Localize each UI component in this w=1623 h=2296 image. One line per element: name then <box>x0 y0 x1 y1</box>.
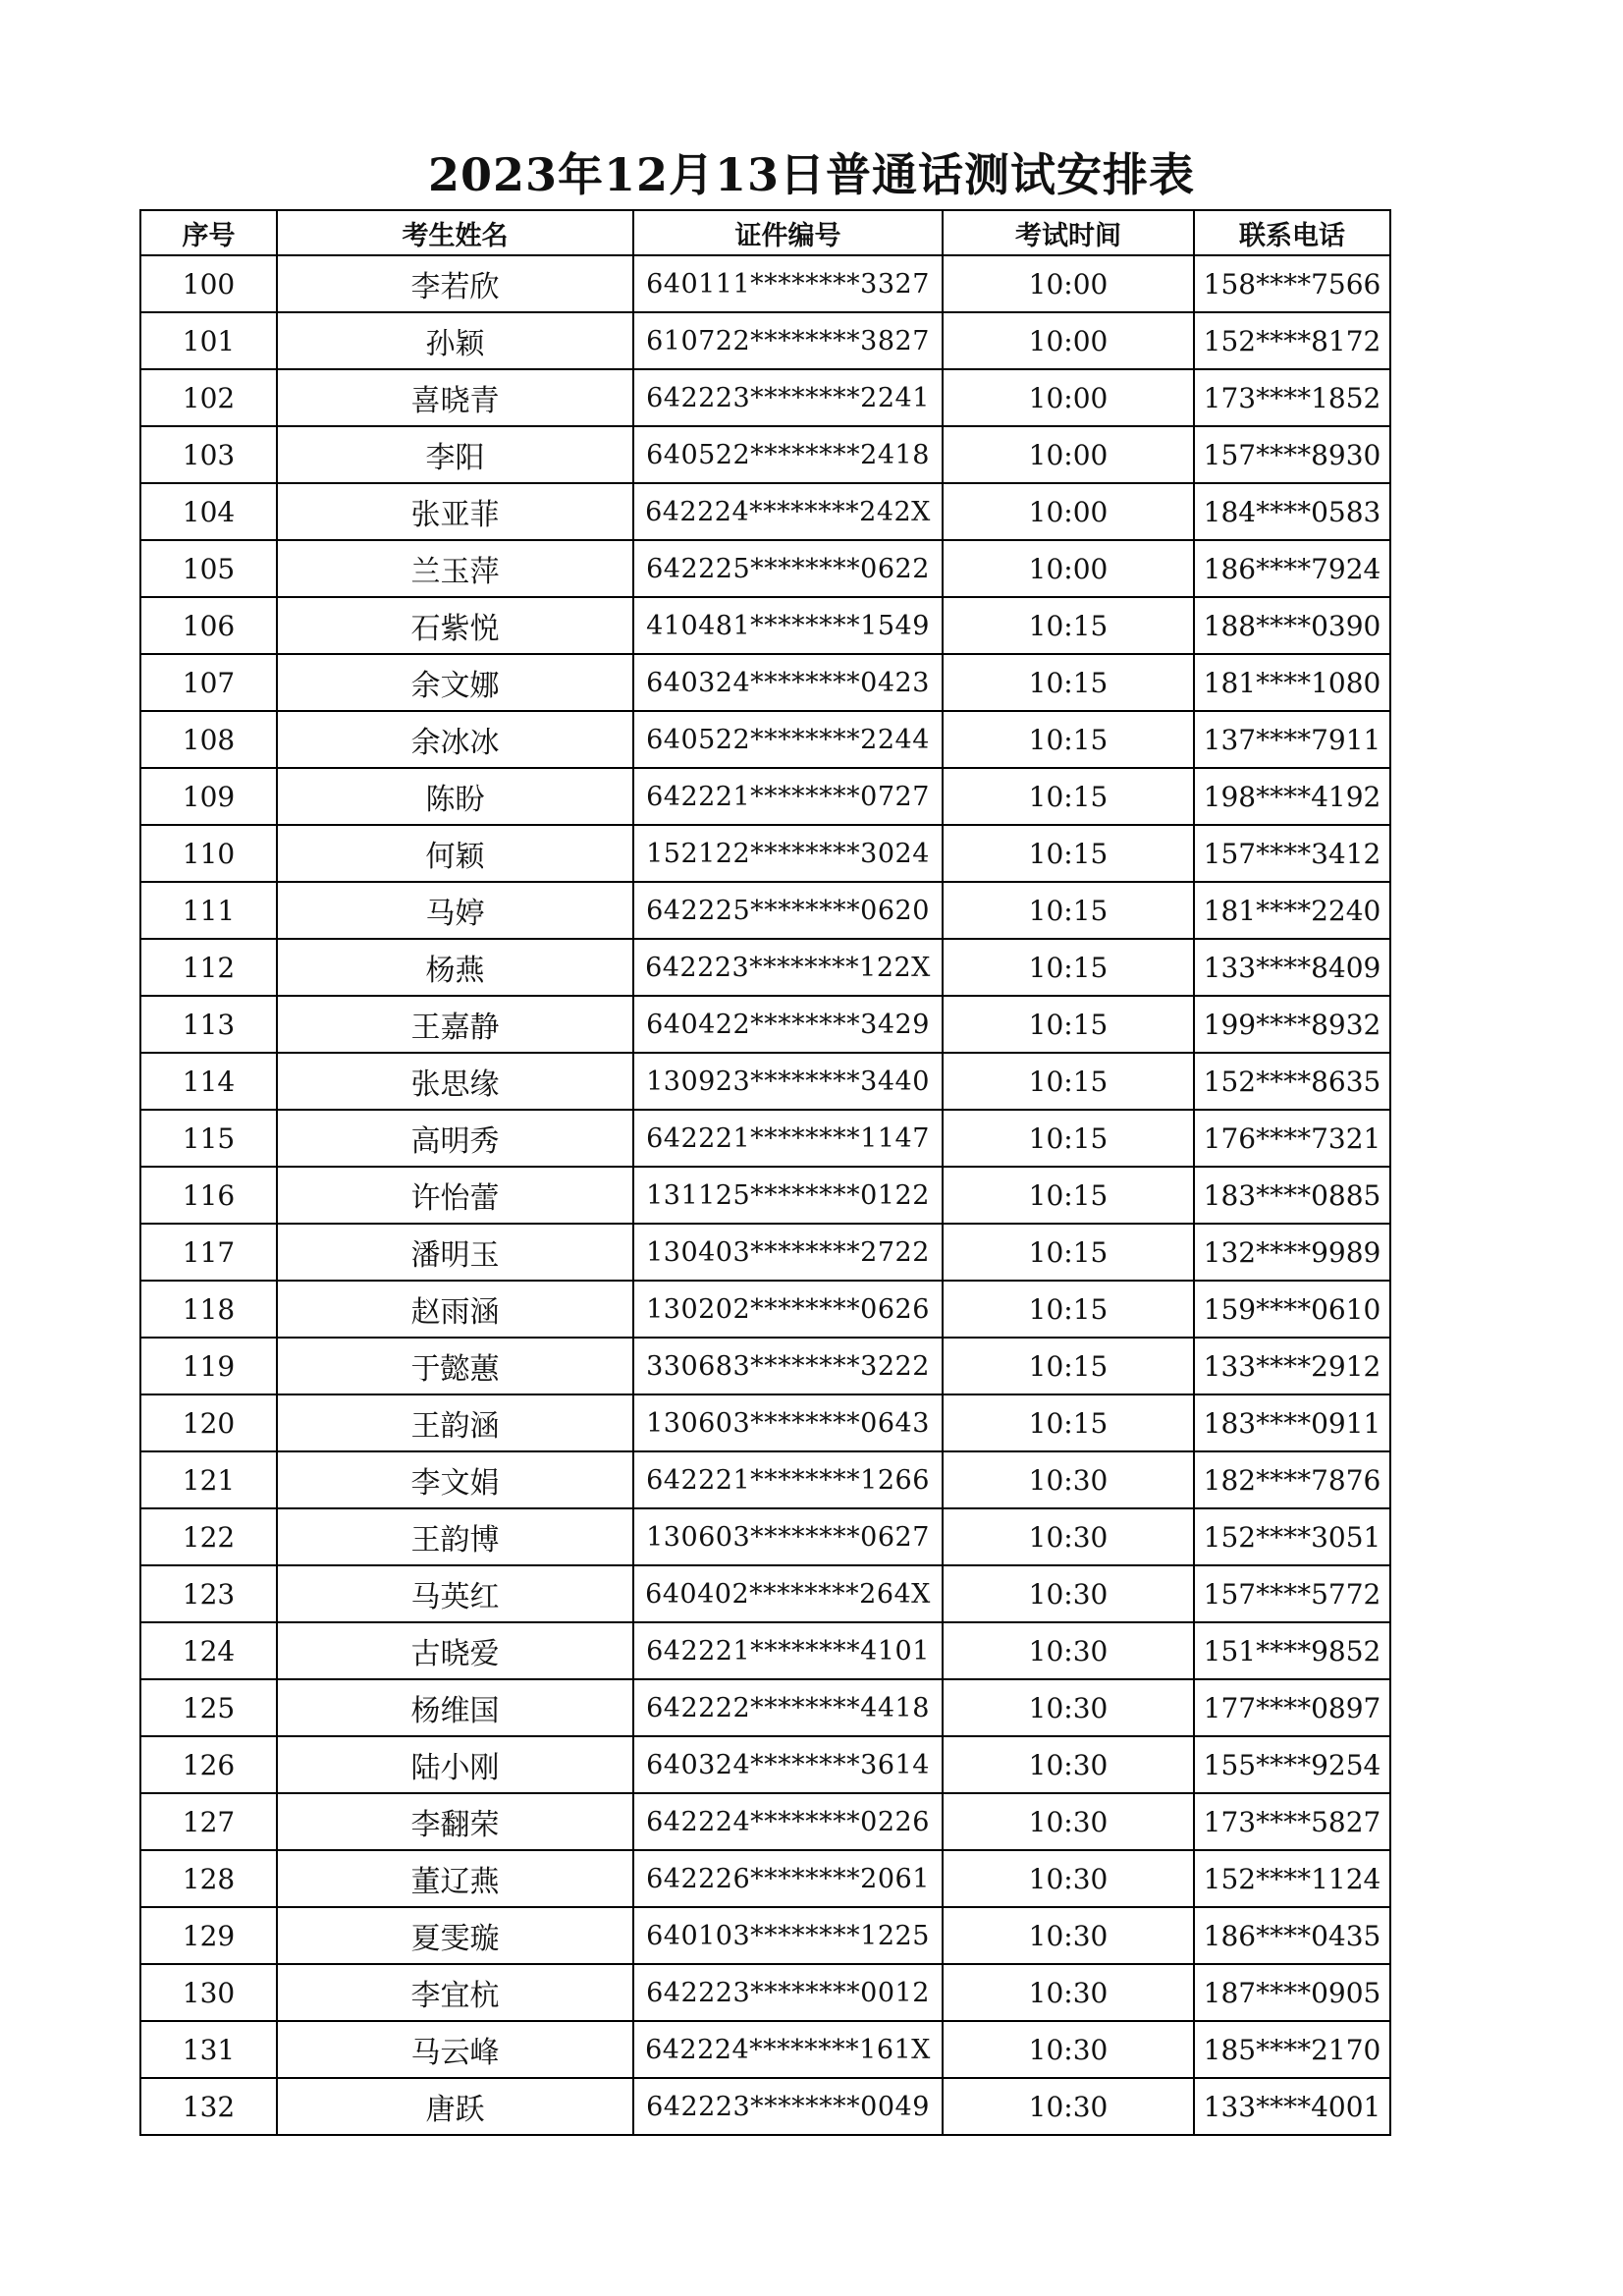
cell-time: 10:30 <box>943 1679 1194 1736</box>
cell-seq: 118 <box>140 1281 277 1338</box>
cell-seq: 115 <box>140 1110 277 1167</box>
cell-time: 10:00 <box>943 426 1194 483</box>
cell-id: 642221********4101 <box>633 1622 943 1679</box>
cell-seq: 130 <box>140 1964 277 2021</box>
cell-id: 130603********0627 <box>633 1508 943 1565</box>
cell-seq: 112 <box>140 939 277 996</box>
header-name: 考生姓名 <box>277 210 633 255</box>
cell-name: 唐跃 <box>277 2078 633 2135</box>
cell-time: 10:30 <box>943 1850 1194 1907</box>
cell-time: 10:30 <box>943 2021 1194 2078</box>
cell-id: 130202********0626 <box>633 1281 943 1338</box>
cell-seq: 106 <box>140 597 277 654</box>
cell-id: 642224********0226 <box>633 1793 943 1850</box>
cell-name: 李翻荣 <box>277 1793 633 1850</box>
cell-seq: 116 <box>140 1167 277 1224</box>
cell-phone: 177****0897 <box>1194 1679 1390 1736</box>
cell-phone: 158****7566 <box>1194 255 1390 312</box>
table-row <box>140 711 1390 768</box>
cell-phone: 132****9989 <box>1194 1224 1390 1281</box>
schedule-table <box>139 209 1391 2136</box>
cell-name: 李宜杭 <box>277 1964 633 2021</box>
table-row <box>140 1679 1390 1736</box>
cell-name: 喜晓青 <box>277 369 633 426</box>
cell-time: 10:30 <box>943 1736 1194 1793</box>
cell-id: 642225********0620 <box>633 882 943 939</box>
table-row <box>140 768 1390 825</box>
cell-time: 10:15 <box>943 996 1194 1053</box>
cell-seq: 123 <box>140 1565 277 1622</box>
cell-seq: 128 <box>140 1850 277 1907</box>
cell-phone: 157****5772 <box>1194 1565 1390 1622</box>
cell-seq: 107 <box>140 654 277 711</box>
cell-time: 10:15 <box>943 1281 1194 1338</box>
cell-seq: 114 <box>140 1053 277 1110</box>
table-header-row <box>140 210 1390 255</box>
cell-time: 10:00 <box>943 312 1194 369</box>
cell-id: 610722********3827 <box>633 312 943 369</box>
cell-seq: 121 <box>140 1451 277 1508</box>
cell-name: 何颖 <box>277 825 633 882</box>
cell-seq: 113 <box>140 996 277 1053</box>
cell-time: 10:30 <box>943 1793 1194 1850</box>
cell-phone: 133****4001 <box>1194 2078 1390 2135</box>
cell-id: 642222********4418 <box>633 1679 943 1736</box>
cell-phone: 151****9852 <box>1194 1622 1390 1679</box>
cell-time: 10:30 <box>943 1565 1194 1622</box>
cell-phone: 133****8409 <box>1194 939 1390 996</box>
cell-phone: 186****7924 <box>1194 540 1390 597</box>
cell-name: 许怡蕾 <box>277 1167 633 1224</box>
cell-phone: 183****0911 <box>1194 1394 1390 1451</box>
cell-name: 赵雨涵 <box>277 1281 633 1338</box>
cell-id: 642223********122X <box>633 939 943 996</box>
table-row <box>140 369 1390 426</box>
cell-phone: 157****3412 <box>1194 825 1390 882</box>
cell-name: 王嘉静 <box>277 996 633 1053</box>
cell-phone: 187****0905 <box>1194 1964 1390 2021</box>
cell-seq: 111 <box>140 882 277 939</box>
cell-time: 10:15 <box>943 1110 1194 1167</box>
cell-phone: 176****7321 <box>1194 1110 1390 1167</box>
cell-id: 640324********0423 <box>633 654 943 711</box>
cell-phone: 184****0583 <box>1194 483 1390 540</box>
cell-phone: 181****1080 <box>1194 654 1390 711</box>
cell-phone: 152****8172 <box>1194 312 1390 369</box>
cell-id: 642223********0012 <box>633 1964 943 2021</box>
table-row <box>140 1167 1390 1224</box>
cell-seq: 100 <box>140 255 277 312</box>
header-phone: 联系电话 <box>1194 210 1390 255</box>
cell-name: 李阳 <box>277 426 633 483</box>
cell-time: 10:30 <box>943 2078 1194 2135</box>
cell-time: 10:15 <box>943 1394 1194 1451</box>
cell-time: 10:30 <box>943 1451 1194 1508</box>
table-row <box>140 1224 1390 1281</box>
cell-id: 640324********3614 <box>633 1736 943 1793</box>
cell-time: 10:15 <box>943 1224 1194 1281</box>
cell-name: 张亚菲 <box>277 483 633 540</box>
cell-time: 10:00 <box>943 483 1194 540</box>
cell-name: 李若欣 <box>277 255 633 312</box>
cell-seq: 117 <box>140 1224 277 1281</box>
cell-name: 陆小刚 <box>277 1736 633 1793</box>
table-row <box>140 1053 1390 1110</box>
cell-id: 640522********2244 <box>633 711 943 768</box>
cell-name: 潘明玉 <box>277 1224 633 1281</box>
table-row <box>140 1736 1390 1793</box>
cell-name: 古晓爱 <box>277 1622 633 1679</box>
cell-id: 640111********3327 <box>633 255 943 312</box>
cell-time: 10:15 <box>943 939 1194 996</box>
table-row <box>140 426 1390 483</box>
cell-name: 高明秀 <box>277 1110 633 1167</box>
cell-time: 10:15 <box>943 882 1194 939</box>
cell-id: 130923********3440 <box>633 1053 943 1110</box>
cell-seq: 110 <box>140 825 277 882</box>
cell-id: 640103********1225 <box>633 1907 943 1964</box>
cell-time: 10:15 <box>943 654 1194 711</box>
cell-name: 陈盼 <box>277 768 633 825</box>
cell-phone: 186****0435 <box>1194 1907 1390 1964</box>
cell-name: 孙颖 <box>277 312 633 369</box>
table-row <box>140 1451 1390 1508</box>
table-row <box>140 825 1390 882</box>
cell-seq: 119 <box>140 1338 277 1394</box>
cell-id: 642226********2061 <box>633 1850 943 1907</box>
table-row <box>140 483 1390 540</box>
cell-name: 马婷 <box>277 882 633 939</box>
cell-id: 330683********3222 <box>633 1338 943 1394</box>
cell-name: 董辽燕 <box>277 1850 633 1907</box>
cell-phone: 152****3051 <box>1194 1508 1390 1565</box>
cell-name: 余冰冰 <box>277 711 633 768</box>
cell-time: 10:15 <box>943 1053 1194 1110</box>
table-row <box>140 2078 1390 2135</box>
cell-phone: 137****7911 <box>1194 711 1390 768</box>
cell-id: 130403********2722 <box>633 1224 943 1281</box>
page-title: 2023年12月13日普通话测试安排表 <box>427 148 1196 201</box>
cell-id: 642221********0727 <box>633 768 943 825</box>
table-row <box>140 1394 1390 1451</box>
cell-id: 640522********2418 <box>633 426 943 483</box>
cell-phone: 173****5827 <box>1194 1793 1390 1850</box>
table-row <box>140 255 1390 312</box>
cell-time: 10:00 <box>943 540 1194 597</box>
cell-id: 410481********1549 <box>633 597 943 654</box>
cell-name: 兰玉萍 <box>277 540 633 597</box>
cell-id: 642221********1266 <box>633 1451 943 1508</box>
table-row <box>140 1338 1390 1394</box>
cell-seq: 108 <box>140 711 277 768</box>
cell-seq: 109 <box>140 768 277 825</box>
cell-name: 夏雯璇 <box>277 1907 633 1964</box>
cell-phone: 199****8932 <box>1194 996 1390 1053</box>
header-seq: 序号 <box>140 210 277 255</box>
cell-id: 642224********161X <box>633 2021 943 2078</box>
cell-time: 10:30 <box>943 1964 1194 2021</box>
cell-phone: 133****2912 <box>1194 1338 1390 1394</box>
header-time: 考试时间 <box>943 210 1194 255</box>
cell-seq: 132 <box>140 2078 277 2135</box>
table-row <box>140 996 1390 1053</box>
cell-time: 10:30 <box>943 1622 1194 1679</box>
cell-name: 杨维国 <box>277 1679 633 1736</box>
cell-id: 642225********0622 <box>633 540 943 597</box>
cell-seq: 127 <box>140 1793 277 1850</box>
table-body <box>140 255 1390 2135</box>
cell-name: 马英红 <box>277 1565 633 1622</box>
cell-time: 10:30 <box>943 1907 1194 1964</box>
table-row <box>140 1793 1390 1850</box>
table-row <box>140 654 1390 711</box>
cell-time: 10:00 <box>943 255 1194 312</box>
table-row <box>140 1508 1390 1565</box>
cell-seq: 131 <box>140 2021 277 2078</box>
cell-seq: 105 <box>140 540 277 597</box>
cell-time: 10:00 <box>943 369 1194 426</box>
cell-id: 131125********0122 <box>633 1167 943 1224</box>
cell-phone: 173****1852 <box>1194 369 1390 426</box>
cell-id: 152122********3024 <box>633 825 943 882</box>
cell-phone: 157****8930 <box>1194 426 1390 483</box>
table-row <box>140 540 1390 597</box>
table-row <box>140 312 1390 369</box>
cell-id: 640402********264X <box>633 1565 943 1622</box>
table-row <box>140 1110 1390 1167</box>
cell-name: 张思缘 <box>277 1053 633 1110</box>
cell-phone: 198****4192 <box>1194 768 1390 825</box>
cell-seq: 103 <box>140 426 277 483</box>
cell-seq: 102 <box>140 369 277 426</box>
table-row <box>140 2021 1390 2078</box>
cell-id: 642223********0049 <box>633 2078 943 2135</box>
cell-id: 130603********0643 <box>633 1394 943 1451</box>
cell-time: 10:15 <box>943 597 1194 654</box>
cell-name: 于懿蕙 <box>277 1338 633 1394</box>
cell-time: 10:15 <box>943 711 1194 768</box>
cell-seq: 126 <box>140 1736 277 1793</box>
cell-phone: 182****7876 <box>1194 1451 1390 1508</box>
cell-phone: 185****2170 <box>1194 2021 1390 2078</box>
cell-id: 642224********242X <box>633 483 943 540</box>
cell-name: 王韵博 <box>277 1508 633 1565</box>
cell-phone: 183****0885 <box>1194 1167 1390 1224</box>
table-row <box>140 1565 1390 1622</box>
cell-phone: 155****9254 <box>1194 1736 1390 1793</box>
cell-phone: 152****1124 <box>1194 1850 1390 1907</box>
cell-phone: 159****0610 <box>1194 1281 1390 1338</box>
table-row <box>140 1907 1390 1964</box>
cell-phone: 181****2240 <box>1194 882 1390 939</box>
table-row <box>140 1281 1390 1338</box>
header-id: 证件编号 <box>633 210 943 255</box>
table-row <box>140 1964 1390 2021</box>
cell-name: 马云峰 <box>277 2021 633 2078</box>
cell-seq: 129 <box>140 1907 277 1964</box>
cell-time: 10:15 <box>943 1338 1194 1394</box>
table-row <box>140 882 1390 939</box>
cell-id: 642221********1147 <box>633 1110 943 1167</box>
table-row <box>140 1622 1390 1679</box>
table-row <box>140 1850 1390 1907</box>
cell-name: 余文娜 <box>277 654 633 711</box>
cell-time: 10:15 <box>943 825 1194 882</box>
cell-phone: 188****0390 <box>1194 597 1390 654</box>
cell-time: 10:30 <box>943 1508 1194 1565</box>
cell-seq: 122 <box>140 1508 277 1565</box>
cell-seq: 120 <box>140 1394 277 1451</box>
cell-name: 石紫悦 <box>277 597 633 654</box>
cell-phone: 152****8635 <box>1194 1053 1390 1110</box>
table-row <box>140 597 1390 654</box>
cell-id: 642223********2241 <box>633 369 943 426</box>
cell-seq: 101 <box>140 312 277 369</box>
cell-seq: 125 <box>140 1679 277 1736</box>
cell-name: 杨燕 <box>277 939 633 996</box>
cell-seq: 124 <box>140 1622 277 1679</box>
cell-time: 10:15 <box>943 768 1194 825</box>
table-row <box>140 939 1390 996</box>
cell-name: 李文娟 <box>277 1451 633 1508</box>
cell-time: 10:15 <box>943 1167 1194 1224</box>
cell-id: 640422********3429 <box>633 996 943 1053</box>
cell-name: 王韵涵 <box>277 1394 633 1451</box>
cell-seq: 104 <box>140 483 277 540</box>
